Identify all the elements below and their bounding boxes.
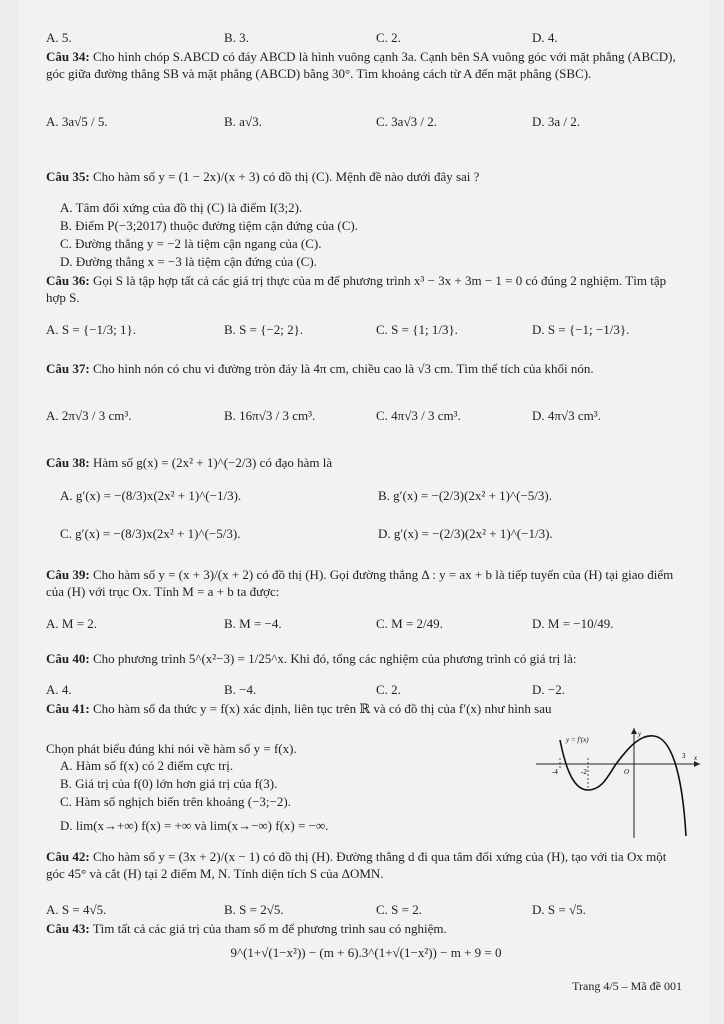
q35-option-a: A. Tâm đối xứng của đồ thị (C) là điểm I(3;2). — [60, 200, 303, 215]
q38-option-b: B. g′(x) = −(2/3)(2x² + 1)^(−5/3). — [378, 488, 552, 503]
option-c: C. M = 2/49. — [376, 616, 443, 631]
q35-option-b: B. Điểm P(−3;2017) thuộc đường tiệm cận đứng của (C). — [60, 218, 358, 233]
question-35: Câu 35: Cho hàm số y = (1 − 2x)/(x + 3) có đồ thị (C). Mệnh đề nào dưới đây sai ? — [46, 169, 480, 184]
option-d: D. 3a / 2. — [532, 114, 581, 129]
option-d: D. 4π√3 cm³. — [532, 408, 601, 423]
option-b: B. S = 2√5. — [224, 902, 284, 917]
q38-option-c: C. g′(x) = −(8/3)x(2x² + 1)^(−5/3). — [60, 526, 241, 541]
option-c: C. S = 2. — [376, 902, 422, 917]
option-b: B. −4. — [224, 682, 257, 697]
option-b: B. S = {−2; 2}. — [224, 322, 304, 337]
derivative-graph — [536, 728, 702, 840]
q35-option-d: D. Đường thẳng x = −3 là tiệm cận đứng của (C). — [60, 254, 317, 269]
question-40: Câu 40: Cho phương trình 5^(x²−3) = 1/25^x. Khi đó, tổng các nghiệm của phương trình có giá trị là: — [46, 651, 577, 666]
q41-option-b: B. Giá trị của f(0) lớn hơn giá trị của f(3). — [60, 776, 278, 791]
option-c: C. 2. — [376, 30, 401, 45]
option-a: A. 4. — [46, 682, 72, 697]
q41-prompt: Chọn phát biểu đúng khi nói về hàm số y = f(x). — [46, 741, 297, 756]
x-label-minus4: -4 — [552, 768, 558, 776]
question-39: Câu 39: Cho hàm số y = (x + 3)/(x + 2) có đồ thị (H). Gọi đường thẳng Δ : y = ax + b là tiếp tuyến của (H) tại giao điểm của (H) với trục Ox. Tính M = a + b ta được: — [46, 567, 674, 599]
option-c: C. 3a√3 / 2. — [376, 114, 437, 129]
q39-options — [46, 616, 686, 644]
option-a: A. 5. — [46, 30, 72, 45]
option-b: B. M = −4. — [224, 616, 282, 631]
option-a: A. 2π√3 / 3 cm³. — [46, 408, 132, 423]
option-a: A. M = 2. — [46, 616, 98, 631]
question-36: Câu 36: Gọi S là tập hợp tất cả các giá trị thực của m để phương trình x³ − 3x + 3m − 1 = 0 có đúng 2 nghiệm. Tìm tập hợp S. — [46, 273, 667, 305]
q34-options — [46, 114, 686, 142]
option-c: C. 4π√3 / 3 cm³. — [376, 408, 461, 423]
exam-page — [18, 0, 710, 1024]
q37-options — [46, 408, 686, 436]
option-d: D. 4. — [532, 30, 558, 45]
origin-label: O — [624, 768, 630, 776]
page-footer: Trang 4/5 – Mã đề 001 — [572, 979, 682, 993]
q41-option-a: A. Hàm số f(x) có 2 điểm cực trị. — [60, 758, 234, 773]
q35-option-c: C. Đường thẳng y = −2 là tiệm cận ngang của (C). — [60, 236, 322, 251]
option-d: D. S = √5. — [532, 902, 586, 917]
q41-option-d: D. lim(x→+∞) f(x) = +∞ và lim(x→−∞) f(x) = −∞. — [60, 818, 329, 833]
question-38: Câu 38: Hàm số g(x) = (2x² + 1)^(−2/3) có đạo hàm là — [46, 455, 333, 470]
option-c: C. 2. — [376, 682, 401, 697]
q38-option-d: D. g′(x) = −(2/3)(2x² + 1)^(−1/3). — [378, 526, 553, 541]
y-axis-label: y — [638, 730, 642, 738]
option-a: A. S = 4√5. — [46, 902, 107, 917]
option-c: C. S = {1; 1/3}. — [376, 322, 458, 337]
x-axis-label: x — [694, 754, 698, 762]
q38-option-a: A. g′(x) = −(8/3)x(2x² + 1)^(−1/3). — [60, 488, 242, 503]
q43-equation: 9^(1+√(1−x²)) − (m + 6).3^(1+√(1−x²)) − m + 9 = 0 — [230, 945, 502, 960]
question-37: Câu 37: Cho hình nón có chu vi đường tròn đáy là 4π cm, chiều cao là √3 cm. Tìm thể tích của khối nón. — [46, 361, 594, 376]
y-axis-arrow — [631, 728, 637, 734]
option-b: B. 16π√3 / 3 cm³. — [224, 408, 316, 423]
question-41: Câu 41: Cho hàm số đa thức y = f(x) xác định, liên tục trên ℝ và có đồ thị của f′(x) như hình sau — [46, 701, 552, 716]
option-a: A. S = {−1/3; 1}. — [46, 322, 136, 337]
question-34: Câu 34: Cho hình chóp S.ABCD có đáy ABCD là hình vuông cạnh 3a. Cạnh bên SA vuông góc với mặt phẳng (ABCD), góc giữa đường thẳng SB và mặt phẳng (ABCD) bằng 30°. Tìm khoảng cách từ A đến mặt phẳng (SBC). — [46, 49, 676, 81]
question-43: Câu 43: Tìm tất cả các giá trị của tham số m để phương trình sau có nghiệm. — [46, 921, 447, 936]
q41-option-c: C. Hàm số nghịch biến trên khoảng (−3;−2). — [60, 794, 291, 809]
curve-label: y = f′(x) — [566, 736, 589, 744]
option-a: A. 3a√5 / 5. — [46, 114, 108, 129]
option-b: B. 3. — [224, 30, 249, 45]
x-label-minus2: -2 — [581, 768, 587, 776]
x-label-3: 3 — [682, 752, 686, 760]
derivative-curve — [560, 736, 686, 836]
option-d: D. M = −10/49. — [532, 616, 614, 631]
question-42: Câu 42: Cho hàm số y = (3x + 2)/(x − 1) có đồ thị (H). Đường thẳng d đi qua tâm đối xứng của (H), tạo với tia Ox một góc 45° và cắt (H) tại 2 điểm M, N. Tính diện tích S của ΔOMN. — [46, 849, 667, 881]
option-b: B. a√3. — [224, 114, 262, 129]
option-d: D. S = {−1; −1/3}. — [532, 322, 630, 337]
option-d: D. −2. — [532, 682, 565, 697]
q36-options — [46, 322, 686, 350]
